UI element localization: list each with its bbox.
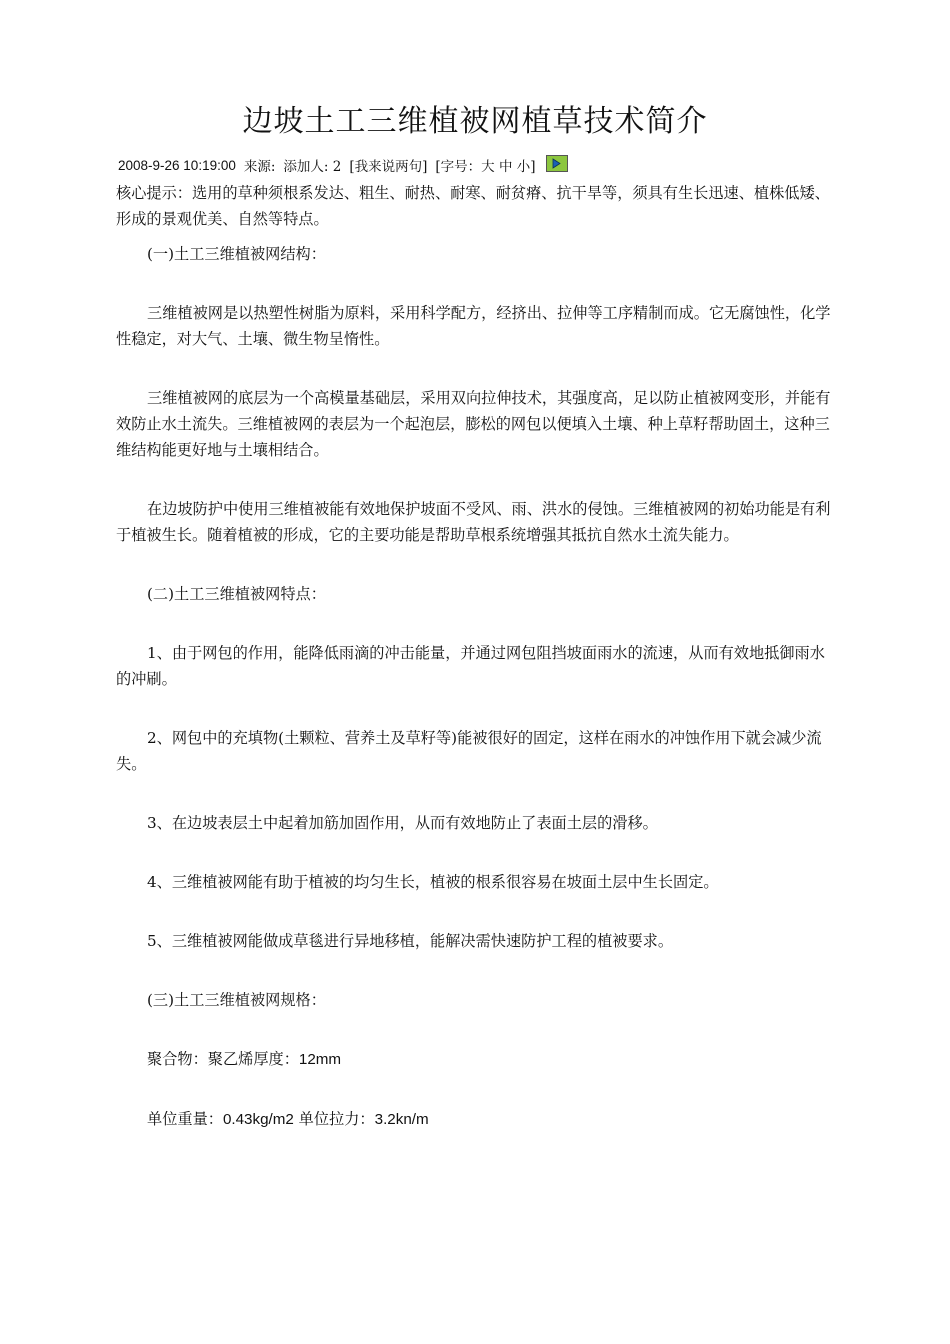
summary-text: 核心提示：选用的草种须根系发达、粗生、耐热、耐寒、耐贫瘠、抗干旱等，须具有生长迅速、植株低矮、形成的景观优美、自然等特点。	[116, 184, 830, 228]
source-label: 来源:	[243, 159, 276, 175]
feature-item: 1、由于网包的作用，能降低雨滴的冲击能量，并通过网包阻挡坡面雨水的流速，从而有效地抵御雨水的冲刷。	[116, 644, 825, 688]
spec-value: 3.2kn/m	[374, 1111, 429, 1128]
spec-line-weight	[116, 1106, 838, 1133]
section-heading-features: (二)土工三维植被网特点：	[147, 585, 326, 603]
section-heading-specs: (三)土工三维植被网规格：	[147, 991, 326, 1009]
comment-link[interactable]: [我来说两句]	[349, 159, 428, 175]
feature-item: 5、三维植被网能做成草毯进行异地移植，能解决需快速防护工程的植被要求。	[147, 932, 674, 950]
paragraph: 三维植被网是以热塑性树脂为原料，采用科学配方，经挤出、拉伸等工序精制而成。它无腐蚀性，化学性稳定，对大气、土壤、微生物呈惰性。	[116, 304, 831, 348]
spec-value: 0.43kg/m2	[222, 1111, 294, 1128]
section-heading-structure: (一)土工三维植被网结构：	[147, 245, 326, 263]
spec-value: 12mm	[298, 1051, 342, 1068]
spec-line-polymer	[116, 1046, 838, 1073]
feature-item: 2、网包中的充填物(土颗粒、营养土及草籽等)能被很好的固定，这样在雨水的冲蚀作用下就会减少流失。	[116, 729, 822, 773]
page-title: 边坡土工三维植被网植草技术简介	[242, 104, 708, 139]
spec-label: 单位重量：	[147, 1110, 223, 1128]
adder-label: 添加人: 2	[283, 159, 342, 175]
publish-date: 2008-9-26 10:19:00	[118, 157, 236, 173]
paragraph: 在边坡防护中使用三维植被能有效地保护坡面不受风、雨、洪水的侵蚀。三维植被网的初始功能是有利于植被生长。随着植被的形成，它的主要功能是帮助草根系统增强其抵抗自然水土流失能力。	[116, 500, 831, 544]
spec-label: 聚合物：聚乙烯厚度：	[147, 1050, 299, 1068]
feature-item: 3、在边坡表层土中起着加筋加固作用，从而有效地防止了表面土层的滑移。	[147, 814, 658, 832]
article-body	[116, 180, 838, 1133]
share-icon[interactable]	[546, 155, 568, 172]
feature-item: 4、三维植被网能有助于植被的均匀生长，植被的根系很容易在坡面土层中生长固定。	[147, 873, 719, 891]
font-size-control[interactable]: [字号：大 中 小]	[435, 159, 536, 175]
article-meta	[118, 155, 576, 175]
spec-label: 单位拉力：	[293, 1110, 375, 1128]
paragraph: 三维植被网的底层为一个高模量基础层，采用双向拉伸技术，其强度高，足以防止植被网变形，并能有效防止水土流失。三维植被网的表层为一个起泡层，膨松的网包以便填入土壤、种上草籽帮助固土，这种三维结构能更好地与土壤相结合。	[116, 389, 831, 459]
